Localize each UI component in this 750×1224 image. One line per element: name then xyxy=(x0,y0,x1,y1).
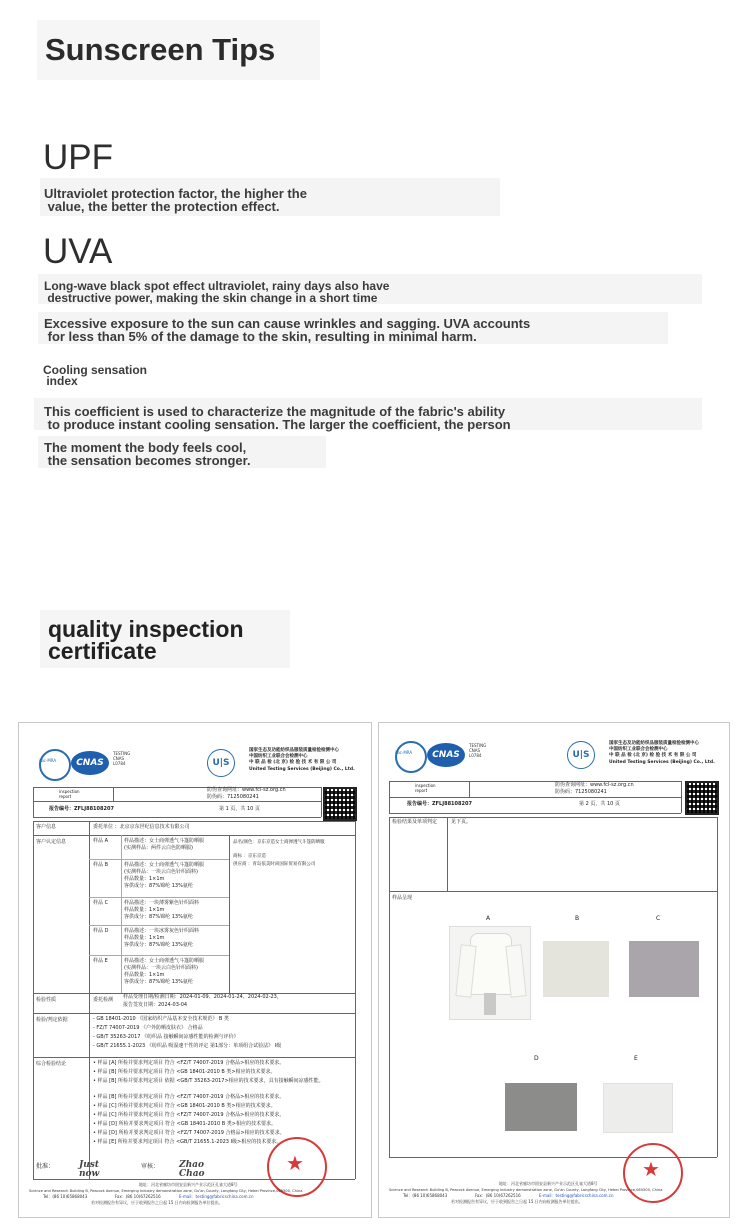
sample-a-garment-photo xyxy=(449,926,531,1020)
org-line3: 中 联 品 检 (北 京) 检 验 技 术 有 限 公 司 xyxy=(609,753,697,758)
client-label: 客户信息 xyxy=(36,824,57,830)
results-value: 见下页。 xyxy=(451,819,472,825)
product-name: 品名/颜色：京东京造女士商弹透气斗篷防晒服 xyxy=(233,840,325,845)
review-label: 审核： xyxy=(141,1163,160,1170)
uts-logo-icon: U|S xyxy=(207,749,235,777)
sample-c-line3: 客供成分：87%锦纶 13%氨纶 xyxy=(124,914,193,920)
sample-e-line1: 样品描述：女士商弹透气斗篷防晒服 xyxy=(124,958,205,964)
sample-a-line1: 样品描述：女士商弹透气斗篷防晒服 xyxy=(124,838,205,844)
footer-tel: Tel：(86 10)65868043 xyxy=(403,1193,448,1198)
sample-d-line2: 样品数量：1×1m xyxy=(124,935,165,941)
uva-desc1-line1: Long-wave black spot effect ultraviolet, rainy days also have xyxy=(44,279,390,293)
swatch-e-label: E xyxy=(634,1055,638,1062)
upf-desc-line1: Ultraviolet protection factor, the higher the xyxy=(44,186,307,201)
upf-desc-line2: value, the better the protection effect. xyxy=(44,199,280,214)
sample-c-line1: 样品描述：一块薄雾紫色针织面料 xyxy=(124,900,200,906)
uva-desc2-line2: for less than 5% of the damage to the skin, resulting in minimal harm. xyxy=(44,329,477,344)
cooling-heading-line2: index xyxy=(43,374,78,388)
certificate-page-2 xyxy=(378,722,730,1218)
approve-signature: Just now xyxy=(79,1160,100,1179)
cnas-subtext: TESTING CNAS L0784 xyxy=(113,751,131,766)
footer-address-cn: 地址：河北省廊坊市固安县新兴产业示范区孔雀大道8号 xyxy=(499,1181,598,1186)
review-signature: Zhao Chao xyxy=(179,1160,205,1179)
footer-email: E-mail：testing@fabricschina.com.cn xyxy=(539,1193,614,1198)
sample-d-id: 样品 D xyxy=(93,928,109,934)
ilac-logo-icon xyxy=(39,749,71,781)
org-line4: United Testing Services (Beijing) Co., Ltd. xyxy=(249,767,355,772)
result-2: • 样品 [B] 所检并要求判定项目 符合 <GB 18401-2010 B 类>相应的技术要求。 xyxy=(93,1069,276,1075)
footer-fax: Fax：(86 10)67262516 xyxy=(475,1193,521,1198)
ilac-logo-text: ilac-MRA xyxy=(39,758,57,763)
certificate-title-banner xyxy=(40,610,290,668)
sample-label: 客户认定信息 xyxy=(36,839,67,845)
sample-e-line2: (实测样品：一块云白色针织面料) xyxy=(124,965,198,971)
footer-fax: Fax：(86 10)67262516 xyxy=(115,1194,161,1199)
basis-2: - FZ/T 74007-2019 《户外防晒皮肤衣》 合格品 xyxy=(93,1025,203,1031)
supplier: 供应商 ：青岛依美时尚国际贸易有限公司 xyxy=(233,862,316,867)
result-9: • 样品 [E] 所检并要求判定项目 符合 <GB/T 21655.1-2023 Ⅰ级>相应的技术要求。 xyxy=(93,1139,282,1145)
result-5: • 样品 [C] 所检并要求判定项目 符合 <GB 18401-2010 B 类>相应的技术要求。 xyxy=(93,1103,276,1109)
swatch-a-label: A xyxy=(486,915,491,922)
sample-d-fabric-swatch xyxy=(505,1083,577,1131)
check-dates: 样品受理日期/检测日期：2024-01-09、2024-01-24、2024-02-23， xyxy=(123,994,282,1000)
cooling-heading-line1: Cooling sensation xyxy=(43,363,148,377)
cnas-logo: CNAS xyxy=(71,751,109,775)
page-info: 第 2 页，共 10 页 xyxy=(579,801,620,807)
query-code: 防伪码：7125080241 xyxy=(207,794,259,800)
ilac-logo-icon xyxy=(395,741,427,773)
sample-b-fabric-swatch xyxy=(543,941,609,997)
footer-note: 若对检测报告有异议，应于收到报告之日起 15 日内向检测报告单位提出。 xyxy=(451,1199,583,1204)
qr-code-icon xyxy=(323,787,357,821)
sample-d-line3: 客供成分：87%锦纶 13%氨纶 xyxy=(124,942,193,948)
results-label: 检验结果及单项判定 xyxy=(392,819,438,825)
result-6: • 样品 [C] 所检并要求判定项目 符合 <FZ/T 74007-2019 合格品>相应的技术要求。 xyxy=(93,1112,285,1118)
footer-email: E-mail：testing@fabricschina.com.cn xyxy=(179,1194,254,1199)
page-title: Sunscreen Tips xyxy=(45,32,276,67)
basis-4: - GB/T 21655.1-2023 《纺织品 吸湿速干性的评定 第1部分：单项组合试验法》 Ⅰ级 xyxy=(93,1043,282,1049)
query-site: 防伪查询网址：www.fcl-sz.org.cn xyxy=(555,782,634,788)
sample-c-fabric-swatch xyxy=(629,941,699,997)
sample-b-line4: 客供成分：87%锦纶 13%氨纶 xyxy=(124,883,193,889)
sample-e-line4: 客供成分：87%锦纶 13%氨纶 xyxy=(124,979,193,985)
query-site: 防伪查询网址：www.fcl-sz.org.cn xyxy=(207,787,286,793)
footer-address-cn: 地址：河北省廊坊市固安县新兴产业示范区孔雀大道8号 xyxy=(139,1182,238,1187)
sample-d-line1: 样品描述：一块冰雾灰色针织面料 xyxy=(124,928,200,934)
official-seal-icon: ★ xyxy=(623,1143,683,1203)
uva-heading: UVA xyxy=(43,232,113,271)
cnas-subtext: TESTING CNAS L0784 xyxy=(469,743,487,758)
report-number: 报告编号：ZFLJ88108207 xyxy=(49,806,114,812)
uts-logo-icon: U|S xyxy=(567,741,595,769)
sample-b-id: 样品 B xyxy=(93,862,109,868)
uva-desc1-line2: destructive power, making the skin change in a short time xyxy=(44,291,378,305)
qr-code-icon xyxy=(685,781,719,815)
sample-e-fabric-swatch xyxy=(603,1083,673,1133)
query-code: 防伪码：7125080241 xyxy=(555,789,607,795)
sample-e-id: 样品 E xyxy=(93,958,108,964)
certificate-title-line2: certificate xyxy=(48,638,157,664)
result-3: • 样品 [B] 所检并要求判定项目 依据 <GB/T 35263-2017>相应的技术要求，具有接触瞬间凉感性能。 xyxy=(93,1078,324,1084)
footer-address-en: Science and Research Building B, Peacock Avenue, Emerging Industry demonstration zone, Gu'an County, Langfang City, Hebei Province,065500, China xyxy=(389,1188,663,1192)
org-line2: 中国纺织工业联合会检测中心 xyxy=(609,747,668,752)
cooling-desc1-line2: to produce instant cooling sensation. The larger the coefficient, the person xyxy=(44,417,511,432)
official-seal-icon: ★ xyxy=(267,1137,327,1197)
org-line2: 中国纺织工业联合会检测中心 xyxy=(249,754,308,759)
photo-label: 样品呈现 xyxy=(392,895,413,901)
cooling-desc2-line1: The moment the body feels cool, xyxy=(44,440,247,455)
result-8: • 样品 [D] 所检并要求判定项目 符合 <FZ/T 74007-2019 合格品>相应的技术要求。 xyxy=(93,1130,285,1136)
report-label: inspection report xyxy=(59,789,80,799)
sample-a-line2: (实测样品：两件云白色防晒服) xyxy=(124,845,193,851)
check-value: 委托检测 xyxy=(93,997,114,1003)
cooling-desc1-line1: This coefficient is used to characterize the magnitude of the fabric's ability xyxy=(44,404,506,419)
basis-3: - GB/T 35263-2017 《纺织品 接触瞬间凉感性能的检测与评价》 xyxy=(93,1034,239,1040)
swatch-b-label: B xyxy=(575,915,580,922)
cnas-logo: CNAS xyxy=(427,743,465,767)
result-7: • 样品 [D] 所检并要求判定项目 符合 <GB 18401-2010 B 类>相应的技术要求。 xyxy=(93,1121,276,1127)
report-number: 报告编号：ZFLJ88108207 xyxy=(407,801,472,807)
ilac-logo-text: ilac-MRA xyxy=(395,750,413,755)
upf-heading: UPF xyxy=(43,138,113,177)
basis-label: 检验/判定依据 xyxy=(36,1017,68,1023)
check-issue-date: 报告签发日期：2024-03-04 xyxy=(123,1002,188,1008)
swatch-d-label: D xyxy=(534,1055,539,1062)
certificate-page-1 xyxy=(18,722,372,1218)
sample-b-line1: 样品描述：女士商弹透气斗篷防晒服 xyxy=(124,862,205,868)
sample-e-line3: 样品数量：1×1m xyxy=(124,972,165,978)
sample-b-line3: 样品数量：1×1m xyxy=(124,876,165,882)
sample-b-line2: (实测样品：一块云白色针织面料) xyxy=(124,869,198,875)
org-line1: 国家生态及功能纺织品服装质量检验检测中心 xyxy=(249,748,339,753)
org-line4: United Testing Services (Beijing) Co., Ltd. xyxy=(609,760,715,765)
org-line1: 国家生态及功能纺织品服装质量检验检测中心 xyxy=(609,741,699,746)
footer-tel: Tel：(86 10)65868043 xyxy=(43,1194,88,1199)
swatch-c-label: C xyxy=(656,915,661,922)
sample-c-line2: 样品数量：1×1m xyxy=(124,907,165,913)
approve-label: 批准： xyxy=(36,1163,55,1170)
result-label: 综合检验结论 xyxy=(36,1061,67,1067)
sample-c-id: 样品 C xyxy=(93,900,109,906)
uva-desc2-line1: Excessive exposure to the sun can cause wrinkles and sagging. UVA accounts xyxy=(44,316,531,331)
org-line3: 中 联 品 检 (北 京) 检 验 技 术 有 限 公 司 xyxy=(249,760,337,765)
page-info: 第 1 页，共 10 页 xyxy=(219,806,260,812)
result-1: • 样品 [A] 所检并要求判定项目 符合 <FZ/T 74007-2019 合格品>相应的技术要求。 xyxy=(93,1060,285,1066)
certificate-title-line1: quality inspection xyxy=(48,616,244,642)
cooling-desc2-line2: the sensation becomes stronger. xyxy=(44,453,251,468)
footer-address-en: Science and Research Building B, Peacock Avenue, Emerging Industry demonstration zone, Gu'an County, Langfang City, Hebei Province,065500, China xyxy=(29,1189,303,1193)
sample-a-id: 样品 A xyxy=(93,838,109,844)
result-4: • 样品 [B] 所检并要求判定项目 符合 <FZ/T 74007-2019 合格品>相应的技术要求。 xyxy=(93,1094,285,1100)
title-banner xyxy=(37,20,320,80)
footer-note: 若对检测报告有异议，应于收到报告之日起 15 日内向检测报告单位提出。 xyxy=(91,1200,223,1205)
trademark: 商标 ：京东京造 xyxy=(233,854,266,859)
report-label: inspection report xyxy=(415,783,436,793)
check-label: 检验性质 xyxy=(36,997,57,1003)
client-value: 委托单位 ：北京京东世纪信息技术有限公司 xyxy=(93,824,190,830)
basis-1: - GB 18401-2010 《国家纺织产品基本安全技术规范》 B 类 xyxy=(93,1016,229,1022)
